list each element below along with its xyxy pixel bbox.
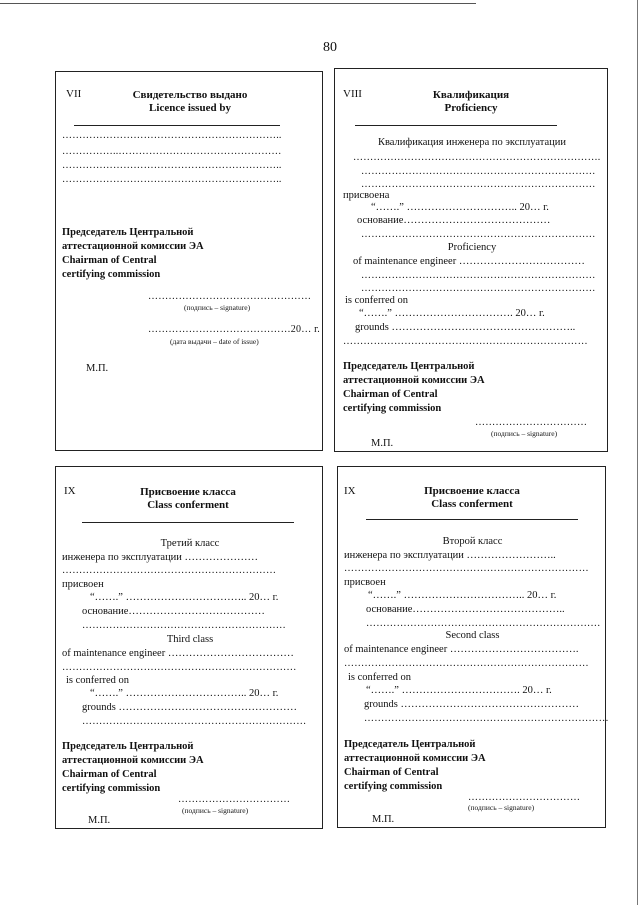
dotted-line: ……………………………………………………….. — [62, 160, 282, 171]
section-title-en: Class conferment — [147, 499, 229, 511]
dotted-line: …………………………………………………… — [82, 620, 286, 631]
section-number: VIII — [343, 88, 362, 100]
signature-caption: (подпись – signature) — [184, 303, 251, 312]
conferred-label: is conferred on — [345, 295, 408, 306]
signature-line: …………………………… — [475, 417, 588, 428]
signature-caption: (подпись – signature) — [468, 803, 535, 812]
seal-mark: М.П. — [86, 363, 109, 374]
class-label-ru: Третий класс — [160, 538, 220, 549]
dotted-line: …………………………………………………………… — [361, 179, 596, 190]
chairman-signature-block: Председатель Центральной аттестационной комиссии ЭА Chairman of Central certifying commission — [62, 227, 204, 280]
date-line: “…….” ……………………………. 20… г. — [359, 308, 545, 319]
maintenance-engineer-line: of maintenance engineer ……………………………… — [62, 648, 294, 659]
grounds-line: grounds …………………………………………… — [364, 699, 579, 710]
maintenance-engineer-line: of maintenance engineer ………………………………. — [344, 644, 579, 655]
dotted-line: ……………………………………………………………… — [344, 658, 589, 669]
section-title-ru: Присвоение класса — [140, 486, 236, 498]
section-number: VII — [66, 88, 82, 100]
top-edge-line — [0, 3, 476, 4]
dotted-line: ………………………………………………………… — [82, 716, 307, 727]
maintenance-engineer-line: of maintenance engineer ……………………………… — [353, 256, 585, 267]
date-line: “…….” …………………………….. 20… г. — [368, 590, 557, 601]
basis-line: основание…………………………………… — [357, 215, 551, 226]
panel-class-conferment-second — [337, 466, 609, 828]
basis-line: основание………………………………… — [82, 606, 265, 617]
assigned-label: присвоена — [343, 190, 390, 201]
signature-line: …………………………… — [178, 794, 291, 805]
class-label-ru: Второй класс — [442, 536, 503, 547]
seal-mark: М.П. — [88, 815, 111, 826]
grounds-line: grounds …………………………………………….. — [355, 322, 576, 333]
qualification-label: Квалификация инженера по эксплуатации — [377, 137, 567, 148]
date-line: “…….” …………………………….. 20… г. — [90, 688, 279, 699]
dotted-line: …………………………………………………………… — [361, 229, 596, 240]
dotted-line: …………………………………………………………… — [361, 270, 596, 281]
issue-date-caption: (дата выдачи – date of issue) — [170, 337, 259, 346]
date-line: “…….” ……………………………. 20… г. — [366, 685, 552, 696]
section-number: IX — [64, 485, 76, 497]
signature-line: …………………………… — [468, 792, 581, 803]
class-label-en: Third class — [166, 634, 214, 645]
assigned-label: присвоен — [344, 577, 386, 588]
engineer-line-ru: инженера по эксплуатации ………………… — [62, 552, 259, 563]
dotted-line: ……………………………………………………….. — [62, 174, 282, 185]
basis-line: основание…………………………………….. — [366, 604, 565, 615]
dotted-line: ……………..………………………………………… — [62, 146, 282, 157]
page-number: 80 — [323, 40, 337, 55]
issue-date-line: ……………………………………20… г. — [148, 324, 320, 335]
assigned-label: присвоен — [62, 579, 104, 590]
dotted-line: …………………………………………………………… — [62, 662, 297, 673]
chairman-signature-block: Председатель Центральной аттестационной комиссии ЭА Chairman of Central certifying commission — [344, 739, 486, 792]
dotted-line: ……………………………………………………………… — [344, 563, 589, 574]
dotted-line: ……………………………………………………… — [62, 565, 277, 576]
section-title-ru: Присвоение класса — [424, 485, 520, 497]
chairman-signature-block: Председатель Центральной аттестационной комиссии ЭА Chairman of Central certifying commission — [343, 361, 485, 414]
engineer-line-ru: инженера по эксплуатации …………………….. — [344, 550, 556, 561]
section-title-en: Proficiency — [444, 102, 498, 114]
panel-proficiency — [334, 68, 608, 452]
dotted-line: …………………………………………………………… — [366, 618, 601, 629]
right-edge-line — [637, 0, 638, 905]
proficiency-label: Proficiency — [447, 242, 497, 253]
title-underline — [82, 522, 294, 523]
title-underline — [355, 125, 557, 126]
dotted-line: ………………………………………………………………. — [353, 152, 601, 163]
section-title-en: Class conferment — [431, 498, 513, 510]
section-number: IX — [344, 485, 356, 497]
dotted-line: ……………………………………………………………… — [343, 336, 588, 347]
dotted-line: …………………………………………………………… — [361, 283, 596, 294]
title-underline — [366, 519, 578, 520]
section-title-ru: Квалификация — [432, 89, 510, 101]
seal-mark: М.П. — [371, 438, 394, 449]
signature-line: ………………………………………… — [148, 291, 312, 302]
signature-caption: (подпись – signature) — [491, 429, 558, 438]
section-title-en: Licence issued by — [149, 102, 231, 114]
section-title-ru: Свидетельство выдано — [132, 89, 248, 101]
date-line: “…….” ………………………….. 20… г. — [371, 202, 549, 213]
conferred-label: is conferred on — [66, 675, 129, 686]
grounds-line: grounds …………………………………………… — [82, 702, 297, 713]
dotted-line: …………………………………………………………… — [361, 166, 596, 177]
title-underline — [74, 125, 280, 126]
chairman-signature-block: Председатель Центральной аттестационной комиссии ЭА Chairman of Central certifying commission — [62, 741, 204, 794]
dotted-line: ……………………………………………………………… — [364, 713, 609, 724]
conferred-label: is conferred on — [348, 672, 411, 683]
date-line: “…….” …………………………….. 20… г. — [90, 592, 279, 603]
panel-licence-issued — [55, 71, 323, 451]
seal-mark: М.П. — [372, 814, 395, 825]
signature-caption: (подпись – signature) — [182, 806, 249, 815]
class-label-en: Second class — [445, 630, 500, 641]
dotted-line: ……………………………………………………….. — [62, 130, 282, 141]
panel-class-conferment-third — [55, 466, 323, 829]
